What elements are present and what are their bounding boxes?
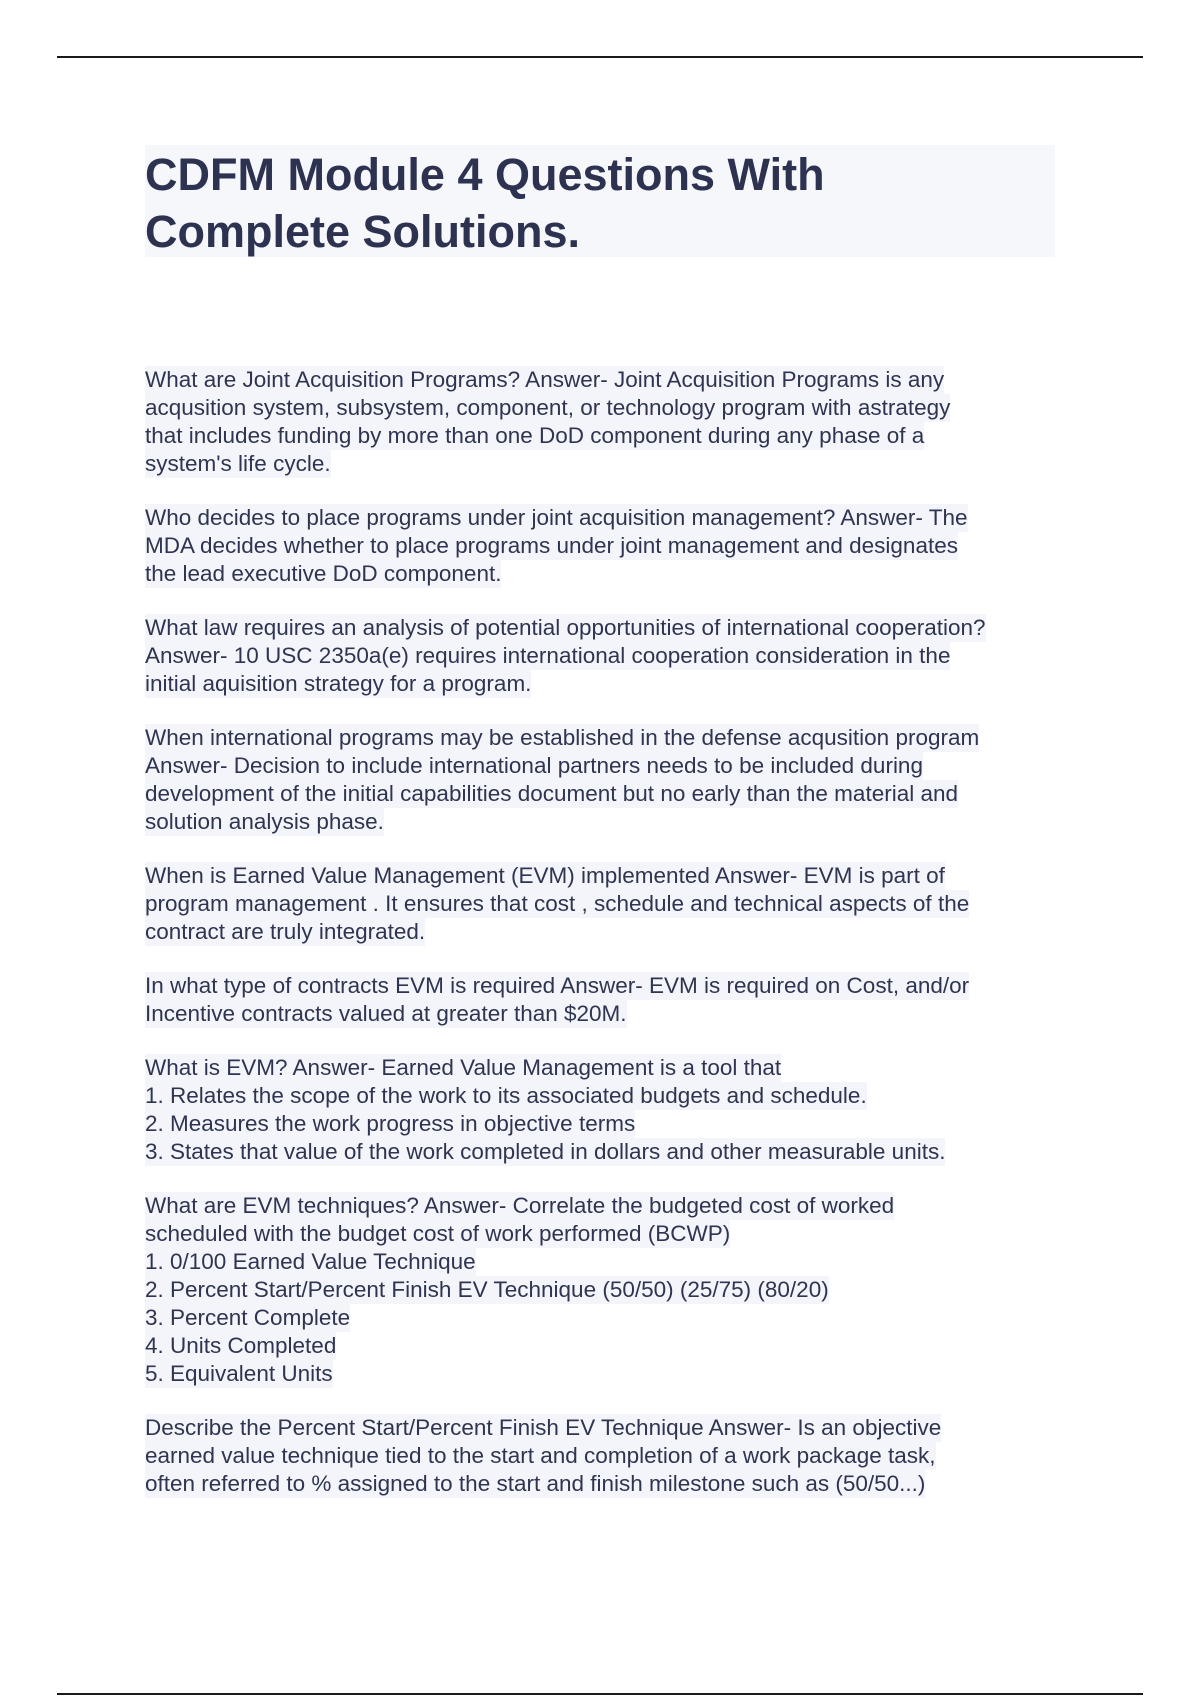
qa-line: 1. 0/100 Earned Value Technique [145, 1249, 476, 1274]
qa-item-international-programs [145, 724, 1065, 836]
qa-line: What is EVM? Answer- Earned Value Management is a tool that [145, 1055, 782, 1080]
qa-item-evm-techniques [145, 1192, 1065, 1388]
qa-line: development of the initial capabilities document but no early than the material and [145, 781, 958, 806]
qa-line: Incentive contracts valued at greater than $20M. [145, 1001, 627, 1026]
qa-line: 3. States that value of the work completed in dollars and other measurable units. [145, 1139, 946, 1164]
title-line: CDFM Module 4 Questions With [145, 149, 825, 200]
qa-line: acqusition system, subsystem, component, or technology program with astrategy [145, 395, 951, 420]
qa-line: 2. Measures the work progress in objective terms [145, 1111, 636, 1136]
qa-line: When international programs may be established in the defense acqusition program [145, 725, 980, 750]
qa-line: Answer- Decision to include international partners needs to be included during [145, 753, 923, 778]
qa-line: program management . It ensures that cost , schedule and technical aspects of the [145, 891, 970, 916]
qa-line: Answer- 10 USC 2350a(e) requires international cooperation consideration in the [145, 643, 951, 668]
qa-line: earned value technique tied to the start and completion of a work package task, [145, 1443, 936, 1468]
qa-line: In what type of contracts EVM is required Answer- EVM is required on Cost, and/or [145, 973, 970, 998]
document-title [145, 146, 1055, 260]
qa-item-evm-contracts [145, 972, 1065, 1028]
qa-line: What law requires an analysis of potential opportunities of international cooperation? [145, 615, 986, 640]
qa-line: initial aquisition strategy for a program. [145, 671, 532, 696]
qa-line: 2. Percent Start/Percent Finish EV Technique (50/50) (25/75) (80/20) [145, 1277, 829, 1302]
qa-line: Who decides to place programs under joint acquisition management? Answer- The [145, 505, 968, 530]
qa-line: MDA decides whether to place programs under joint management and designates [145, 533, 958, 558]
qa-line: solution analysis phase. [145, 809, 384, 834]
footer-rule [57, 1693, 1143, 1695]
qa-line: scheduled with the budget cost of work performed (BCWP) [145, 1221, 731, 1246]
qa-item-what-is-evm [145, 1054, 1065, 1166]
qa-item-evm-implemented [145, 862, 1065, 946]
qa-line: that includes funding by more than one DoD component during any phase of a [145, 423, 925, 448]
qa-list [145, 366, 1065, 1524]
qa-item-joint-management [145, 504, 1065, 588]
qa-line: contract are truly integrated. [145, 919, 426, 944]
qa-line: 4. Units Completed [145, 1333, 337, 1358]
title-line: Complete Solutions. [145, 206, 581, 257]
qa-line: the lead executive DoD component. [145, 561, 502, 586]
qa-item-percent-start-finish [145, 1414, 1065, 1498]
qa-line: What are EVM techniques? Answer- Correlate the budgeted cost of worked [145, 1193, 895, 1218]
qa-line: 3. Percent Complete [145, 1305, 351, 1330]
qa-line: When is Earned Value Management (EVM) implemented Answer- EVM is part of [145, 863, 945, 888]
qa-item-international-law [145, 614, 1065, 698]
qa-line: system's life cycle. [145, 451, 331, 476]
qa-line: 5. Equivalent Units [145, 1361, 333, 1386]
qa-line: 1. Relates the scope of the work to its associated budgets and schedule. [145, 1083, 867, 1108]
qa-line: Describe the Percent Start/Percent Finish EV Technique Answer- Is an objective [145, 1415, 942, 1440]
qa-line: What are Joint Acquisition Programs? Answer- Joint Acquisition Programs is any [145, 367, 945, 392]
header-rule [57, 56, 1143, 58]
qa-item-joint-programs [145, 366, 1065, 478]
qa-line: often referred to % assigned to the start and finish milestone such as (50/50...) [145, 1471, 926, 1496]
